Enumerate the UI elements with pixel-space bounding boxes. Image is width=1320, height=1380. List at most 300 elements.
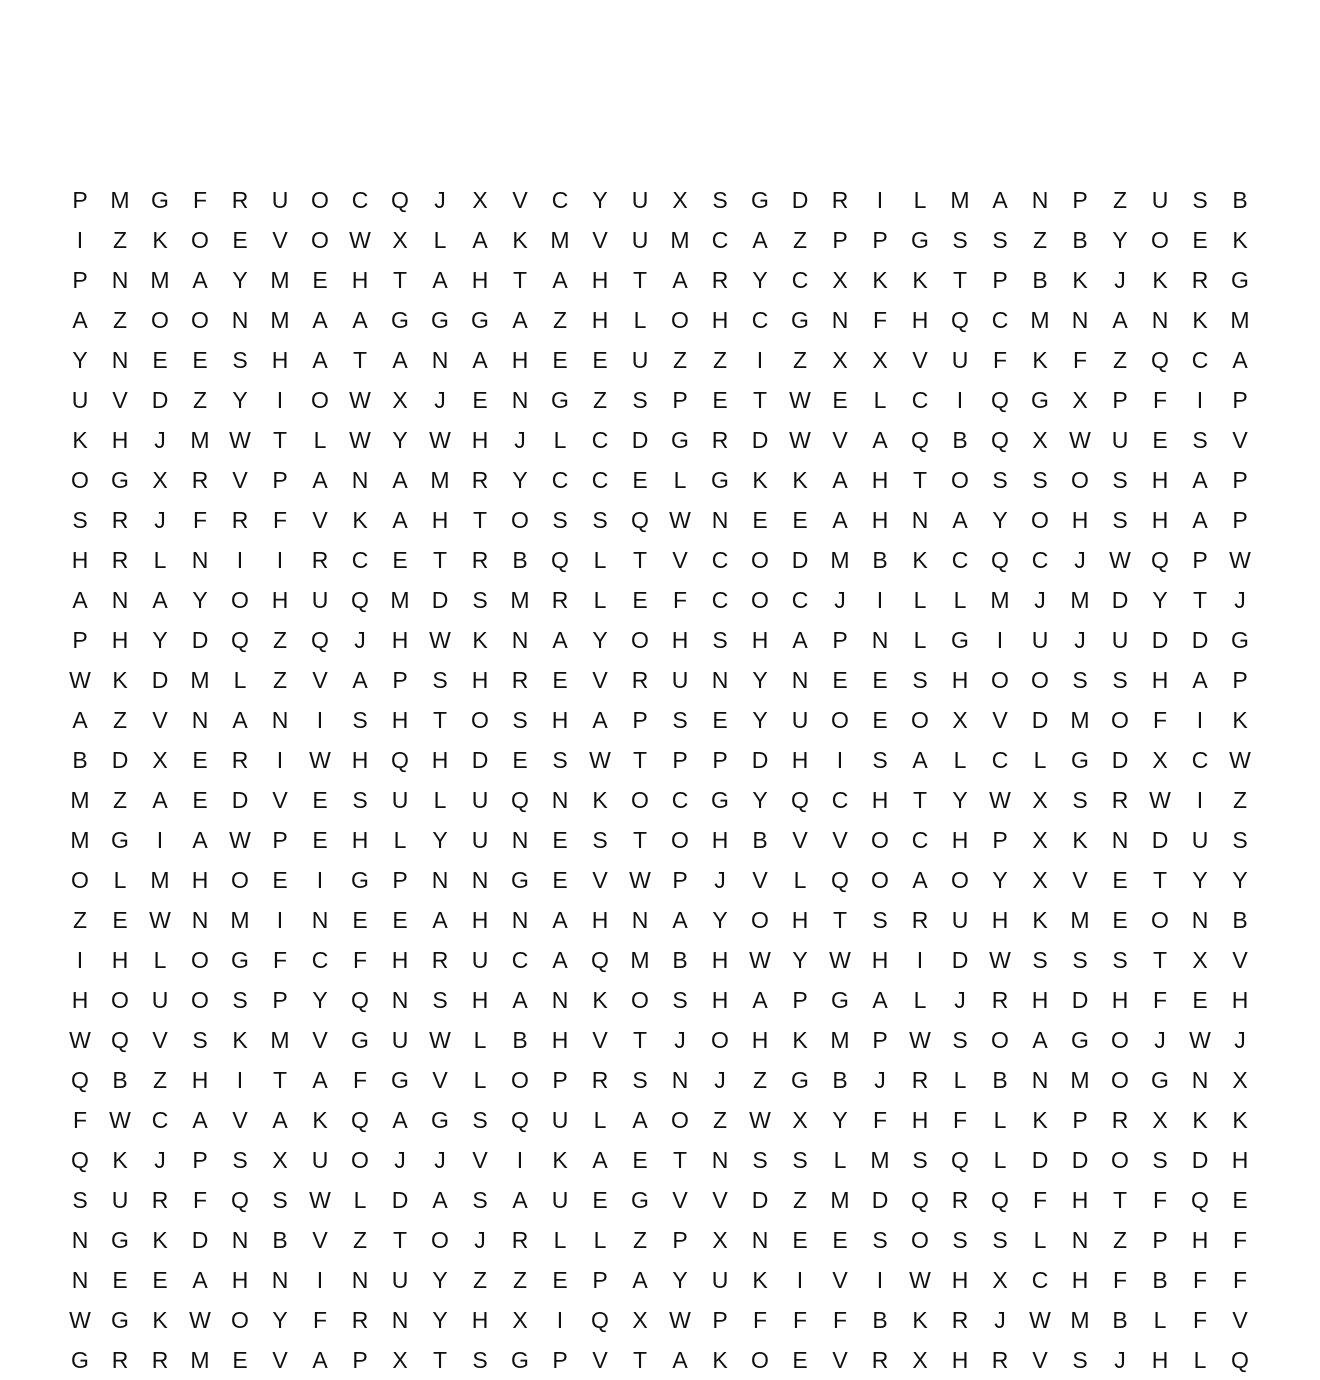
grid-letter: B [272, 1227, 288, 1253]
grid-letter: I [236, 1067, 244, 1093]
grid-letter: G [951, 627, 969, 653]
grid-letter: Z [1112, 1227, 1128, 1253]
grid-letter: R [711, 427, 729, 453]
grid-letter: F [1152, 387, 1168, 413]
grid-letter: E [1192, 987, 1208, 1013]
grid-letter: Y [232, 387, 248, 413]
grid-letter: S [1112, 467, 1128, 493]
grid-letter: V [272, 227, 288, 253]
grid-letter: U [1111, 627, 1129, 653]
grid-letter: H [1071, 1267, 1089, 1293]
grid-row [60, 340, 1260, 380]
grid-letter: H [1191, 1227, 1209, 1253]
grid-letter: H [951, 1267, 969, 1293]
grid-letter: S [792, 1147, 808, 1173]
grid-letter: A [912, 867, 928, 893]
grid-letter: N [751, 1227, 769, 1253]
grid-letter: P [272, 987, 288, 1013]
grid-letter: Q [351, 1107, 369, 1133]
grid-letter: S [632, 387, 648, 413]
grid-letter: O [871, 867, 889, 893]
grid-letter: A [792, 627, 808, 653]
grid-letter: U [1191, 827, 1209, 853]
grid-letter: Q [391, 747, 409, 773]
grid-letter: N [311, 907, 329, 933]
grid-letter: W [629, 867, 651, 893]
grid-letter: H [71, 547, 89, 573]
grid-letter: W [989, 787, 1011, 813]
grid-letter: N [511, 627, 529, 653]
grid-letter: O [431, 1227, 449, 1253]
grid-letter: D [1031, 1147, 1049, 1173]
grid-letter: S [232, 347, 248, 373]
grid-letter: A [512, 1187, 528, 1213]
grid-letter: A [1112, 307, 1128, 333]
grid-letter: A [1032, 1027, 1048, 1053]
grid-letter: W [669, 507, 691, 533]
grid-letter: Q [591, 1307, 609, 1333]
grid-letter: Q [351, 987, 369, 1013]
grid-letter: F [352, 947, 368, 973]
grid-letter: W [109, 1107, 131, 1133]
grid-letter: V [432, 1067, 448, 1093]
grid-letter: E [1232, 1187, 1248, 1213]
grid-letter: S [952, 1227, 968, 1253]
grid-letter: L [1033, 747, 1047, 773]
grid-letter: H [711, 947, 729, 973]
grid-row [60, 1020, 1260, 1060]
grid-letter: S [352, 707, 368, 733]
grid-letter: Q [951, 307, 969, 333]
grid-letter: L [433, 787, 447, 813]
grid-letter: N [1031, 1067, 1049, 1093]
grid-row [60, 1260, 1260, 1300]
grid-letter: G [911, 227, 929, 253]
grid-letter: T [392, 1227, 408, 1253]
grid-letter: V [512, 187, 528, 213]
grid-letter: Q [71, 1067, 89, 1093]
grid-letter: Y [192, 587, 208, 613]
grid-letter: W [1109, 547, 1131, 573]
grid-letter: G [111, 467, 129, 493]
grid-row [60, 220, 1260, 260]
grid-letter: A [632, 1107, 648, 1133]
grid-letter: I [916, 947, 924, 973]
grid-letter: A [512, 307, 528, 333]
grid-letter: G [431, 1107, 449, 1133]
grid-letter: L [553, 1227, 567, 1253]
grid-letter: H [551, 1027, 569, 1053]
grid-letter: N [111, 587, 129, 613]
grid-letter: A [512, 987, 528, 1013]
grid-letter: C [551, 467, 569, 493]
grid-letter: O [311, 387, 329, 413]
grid-row [60, 1180, 1260, 1220]
grid-letter: P [1112, 387, 1128, 413]
grid-letter: N [191, 907, 209, 933]
grid-letter: F [1192, 1307, 1208, 1333]
grid-letter: X [712, 1227, 728, 1253]
grid-letter: H [471, 1307, 489, 1333]
grid-letter: K [152, 1307, 168, 1333]
grid-letter: Y [672, 1267, 688, 1293]
grid-letter: V [272, 787, 288, 813]
grid-letter: W [789, 387, 811, 413]
grid-letter: U [551, 1187, 569, 1213]
grid-letter: G [351, 867, 369, 893]
grid-letter: K [912, 547, 928, 573]
grid-letter: L [873, 387, 887, 413]
grid-letter: O [1151, 227, 1169, 253]
grid-letter: D [1191, 627, 1209, 653]
grid-letter: A [152, 787, 168, 813]
grid-letter: T [632, 747, 648, 773]
grid-letter: D [791, 187, 809, 213]
grid-letter: M [1070, 707, 1090, 733]
grid-letter: E [152, 347, 168, 373]
grid-letter: U [471, 827, 489, 853]
grid-letter: S [1072, 1347, 1088, 1373]
grid-row [60, 780, 1260, 820]
grid-letter: H [351, 827, 369, 853]
grid-row [60, 740, 1260, 780]
grid-letter: H [791, 907, 809, 933]
grid-letter: U [151, 987, 169, 1013]
grid-letter: Z [192, 387, 208, 413]
grid-letter: L [473, 1067, 487, 1093]
grid-letter: I [876, 587, 884, 613]
grid-letter: X [272, 1147, 288, 1173]
grid-letter: N [551, 787, 569, 813]
grid-row [60, 1340, 1260, 1380]
grid-letter: O [191, 227, 209, 253]
grid-letter: H [111, 947, 129, 973]
grid-letter: I [876, 1267, 884, 1293]
grid-letter: H [1151, 467, 1169, 493]
grid-letter: E [232, 227, 248, 253]
grid-letter: P [592, 1267, 608, 1293]
grid-letter: S [232, 987, 248, 1013]
grid-letter: B [1232, 907, 1248, 933]
grid-letter: M [990, 587, 1010, 613]
grid-letter: Q [351, 587, 369, 613]
grid-letter: V [592, 1347, 608, 1373]
grid-letter: M [950, 187, 970, 213]
grid-letter: Y [432, 1307, 448, 1333]
grid-letter: E [272, 867, 288, 893]
grid-letter: L [953, 587, 967, 613]
grid-letter: S [992, 227, 1008, 253]
grid-letter: E [1112, 867, 1128, 893]
grid-letter: G [391, 1067, 409, 1093]
grid-letter: K [1232, 227, 1248, 253]
grid-letter: F [1232, 1267, 1248, 1293]
grid-letter: R [1111, 787, 1129, 813]
grid-letter: Y [1152, 587, 1168, 613]
grid-letter: N [351, 467, 369, 493]
grid-letter: V [672, 1187, 688, 1213]
grid-letter: P [272, 827, 288, 853]
grid-letter: U [471, 787, 489, 813]
grid-letter: P [1232, 667, 1248, 693]
grid-letter: M [1070, 907, 1090, 933]
grid-letter: V [832, 1347, 848, 1373]
grid-letter: S [752, 1147, 768, 1173]
grid-letter: W [989, 947, 1011, 973]
grid-letter: T [1192, 587, 1208, 613]
grid-letter: Z [72, 907, 88, 933]
grid-letter: D [111, 747, 129, 773]
grid-letter: S [1112, 667, 1128, 693]
grid-letter: D [391, 1187, 409, 1213]
grid-letter: A [352, 307, 368, 333]
grid-letter: A [192, 1267, 208, 1293]
grid-letter: R [151, 1187, 169, 1213]
grid-letter: J [434, 387, 446, 413]
grid-letter: Z [712, 347, 728, 373]
grid-letter: F [872, 1107, 888, 1133]
grid-letter: V [152, 707, 168, 733]
grid-letter: A [272, 1107, 288, 1133]
grid-letter: J [714, 867, 726, 893]
grid-letter: P [1072, 1107, 1088, 1133]
grid-letter: G [71, 1347, 89, 1373]
grid-letter: H [551, 707, 569, 733]
grid-letter: R [991, 1347, 1009, 1373]
grid-letter: W [829, 947, 851, 973]
grid-letter: F [1152, 707, 1168, 733]
grid-letter: P [1232, 507, 1248, 533]
grid-letter: X [832, 267, 848, 293]
grid-letter: S [432, 667, 448, 693]
grid-letter: D [791, 547, 809, 573]
grid-letter: A [552, 627, 568, 653]
grid-letter: E [832, 1227, 848, 1253]
grid-letter: X [952, 707, 968, 733]
grid-letter: K [1192, 307, 1208, 333]
grid-letter: N [711, 667, 729, 693]
grid-letter: T [832, 907, 848, 933]
grid-letter: Z [112, 307, 128, 333]
grid-letter: P [672, 387, 688, 413]
grid-letter: X [392, 387, 408, 413]
grid-letter: P [552, 1347, 568, 1373]
grid-letter: D [151, 667, 169, 693]
grid-letter: S [192, 1027, 208, 1053]
grid-letter: A [312, 347, 328, 373]
grid-letter: G [1151, 1067, 1169, 1093]
grid-letter: L [993, 1147, 1007, 1173]
grid-letter: R [431, 947, 449, 973]
grid-letter: U [631, 227, 649, 253]
grid-letter: H [431, 507, 449, 533]
grid-letter: D [871, 1187, 889, 1213]
grid-letter: E [712, 387, 728, 413]
grid-letter: U [111, 1187, 129, 1213]
grid-letter: C [1191, 347, 1209, 373]
grid-letter: N [231, 307, 249, 333]
grid-letter: X [1152, 1107, 1168, 1133]
grid-letter: J [1234, 1027, 1246, 1053]
grid-row [60, 620, 1260, 660]
grid-letter: B [1232, 187, 1248, 213]
grid-letter: C [831, 787, 849, 813]
grid-letter: P [632, 707, 648, 733]
grid-letter: P [72, 627, 88, 653]
grid-letter: S [1112, 507, 1128, 533]
grid-letter: Q [231, 1187, 249, 1213]
grid-letter: X [1032, 867, 1048, 893]
grid-letter: E [792, 1347, 808, 1373]
grid-letter: F [192, 187, 208, 213]
grid-letter: G [551, 387, 569, 413]
grid-letter: M [150, 267, 170, 293]
grid-letter: V [832, 827, 848, 853]
grid-letter: P [832, 227, 848, 253]
grid-letter: Z [112, 787, 128, 813]
grid-letter: I [1196, 787, 1204, 813]
grid-letter: D [1151, 627, 1169, 653]
grid-letter: E [192, 787, 208, 813]
grid-letter: T [272, 1067, 288, 1093]
grid-letter: S [1192, 187, 1208, 213]
grid-letter: I [996, 627, 1004, 653]
grid-letter: M [830, 547, 850, 573]
grid-letter: S [552, 747, 568, 773]
grid-letter: Z [272, 627, 288, 653]
grid-letter: C [1191, 747, 1209, 773]
grid-letter: S [1152, 1147, 1168, 1173]
grid-letter: M [870, 1147, 890, 1173]
grid-letter: Z [712, 1107, 728, 1133]
grid-letter: Q [391, 187, 409, 213]
grid-letter: U [311, 587, 329, 613]
grid-letter: X [1192, 947, 1208, 973]
grid-letter: S [672, 707, 688, 733]
grid-letter: E [792, 507, 808, 533]
grid-letter: S [1032, 947, 1048, 973]
grid-letter: C [711, 547, 729, 573]
grid-letter: E [552, 1267, 568, 1293]
grid-letter: D [191, 627, 209, 653]
grid-letter: T [1112, 1187, 1128, 1213]
grid-letter: O [751, 547, 769, 573]
grid-letter: Q [111, 1027, 129, 1053]
grid-letter: H [471, 907, 489, 933]
grid-letter: H [471, 267, 489, 293]
grid-letter: R [471, 467, 489, 493]
grid-letter: K [472, 627, 488, 653]
grid-letter: V [832, 1267, 848, 1293]
grid-letter: F [72, 1107, 88, 1133]
grid-letter: W [1189, 1027, 1211, 1053]
grid-letter: D [231, 787, 249, 813]
grid-letter: V [1232, 947, 1248, 973]
grid-letter: E [312, 267, 328, 293]
grid-letter: Y [1112, 227, 1128, 253]
grid-letter: V [1232, 427, 1248, 453]
grid-letter: D [751, 427, 769, 453]
grid-letter: Q [71, 1147, 89, 1173]
grid-letter: K [592, 787, 608, 813]
grid-letter: J [154, 427, 166, 453]
grid-letter: T [632, 267, 648, 293]
grid-letter: Y [72, 347, 88, 373]
grid-letter: M [70, 827, 90, 853]
grid-letter: U [471, 947, 489, 973]
grid-letter: O [1111, 1147, 1129, 1173]
grid-letter: R [991, 987, 1009, 1013]
grid-letter: R [711, 267, 729, 293]
grid-letter: K [512, 227, 528, 253]
grid-letter: Z [672, 347, 688, 373]
grid-letter: S [1072, 787, 1088, 813]
grid-letter: A [872, 427, 888, 453]
grid-letter: D [1151, 827, 1169, 853]
grid-letter: A [312, 1347, 328, 1373]
grid-letter: V [1072, 867, 1088, 893]
grid-letter: I [956, 387, 964, 413]
grid-letter: A [1192, 467, 1208, 493]
grid-letter: W [229, 827, 251, 853]
grid-letter: T [352, 347, 368, 373]
grid-letter: G [1071, 1027, 1089, 1053]
grid-letter: H [951, 827, 969, 853]
grid-letter: T [272, 427, 288, 453]
grid-letter: T [912, 467, 928, 493]
grid-letter: C [951, 547, 969, 573]
grid-letter: S [952, 227, 968, 253]
grid-letter: E [1192, 227, 1208, 253]
grid-letter: H [1151, 667, 1169, 693]
grid-letter: O [311, 227, 329, 253]
grid-letter: V [992, 707, 1008, 733]
grid-letter: L [593, 1227, 607, 1253]
grid-letter: U [311, 1147, 329, 1173]
grid-letter: A [432, 267, 448, 293]
grid-letter: T [632, 1347, 648, 1373]
grid-letter: E [192, 347, 208, 373]
grid-letter: A [472, 227, 488, 253]
grid-letter: G [231, 947, 249, 973]
grid-letter: A [832, 467, 848, 493]
grid-letter: E [712, 707, 728, 733]
grid-letter: C [711, 227, 729, 253]
grid-letter: A [832, 507, 848, 533]
grid-letter: O [951, 467, 969, 493]
grid-letter: E [472, 387, 488, 413]
grid-letter: M [670, 227, 690, 253]
grid-letter: U [551, 1107, 569, 1133]
grid-letter: J [1114, 267, 1126, 293]
grid-letter: A [592, 1147, 608, 1173]
grid-letter: N [551, 987, 569, 1013]
grid-letter: N [271, 1267, 289, 1293]
grid-letter: B [952, 427, 968, 453]
grid-letter: N [71, 1267, 89, 1293]
grid-letter: H [711, 987, 729, 1013]
grid-letter: L [913, 627, 927, 653]
grid-letter: S [472, 587, 488, 613]
grid-letter: W [349, 387, 371, 413]
grid-letter: K [1032, 347, 1048, 373]
grid-letter: R [111, 1347, 129, 1373]
grid-letter: A [552, 947, 568, 973]
grid-letter: L [593, 1107, 607, 1133]
grid-letter: H [111, 627, 129, 653]
grid-letter: N [671, 1067, 689, 1093]
grid-letter: N [511, 827, 529, 853]
